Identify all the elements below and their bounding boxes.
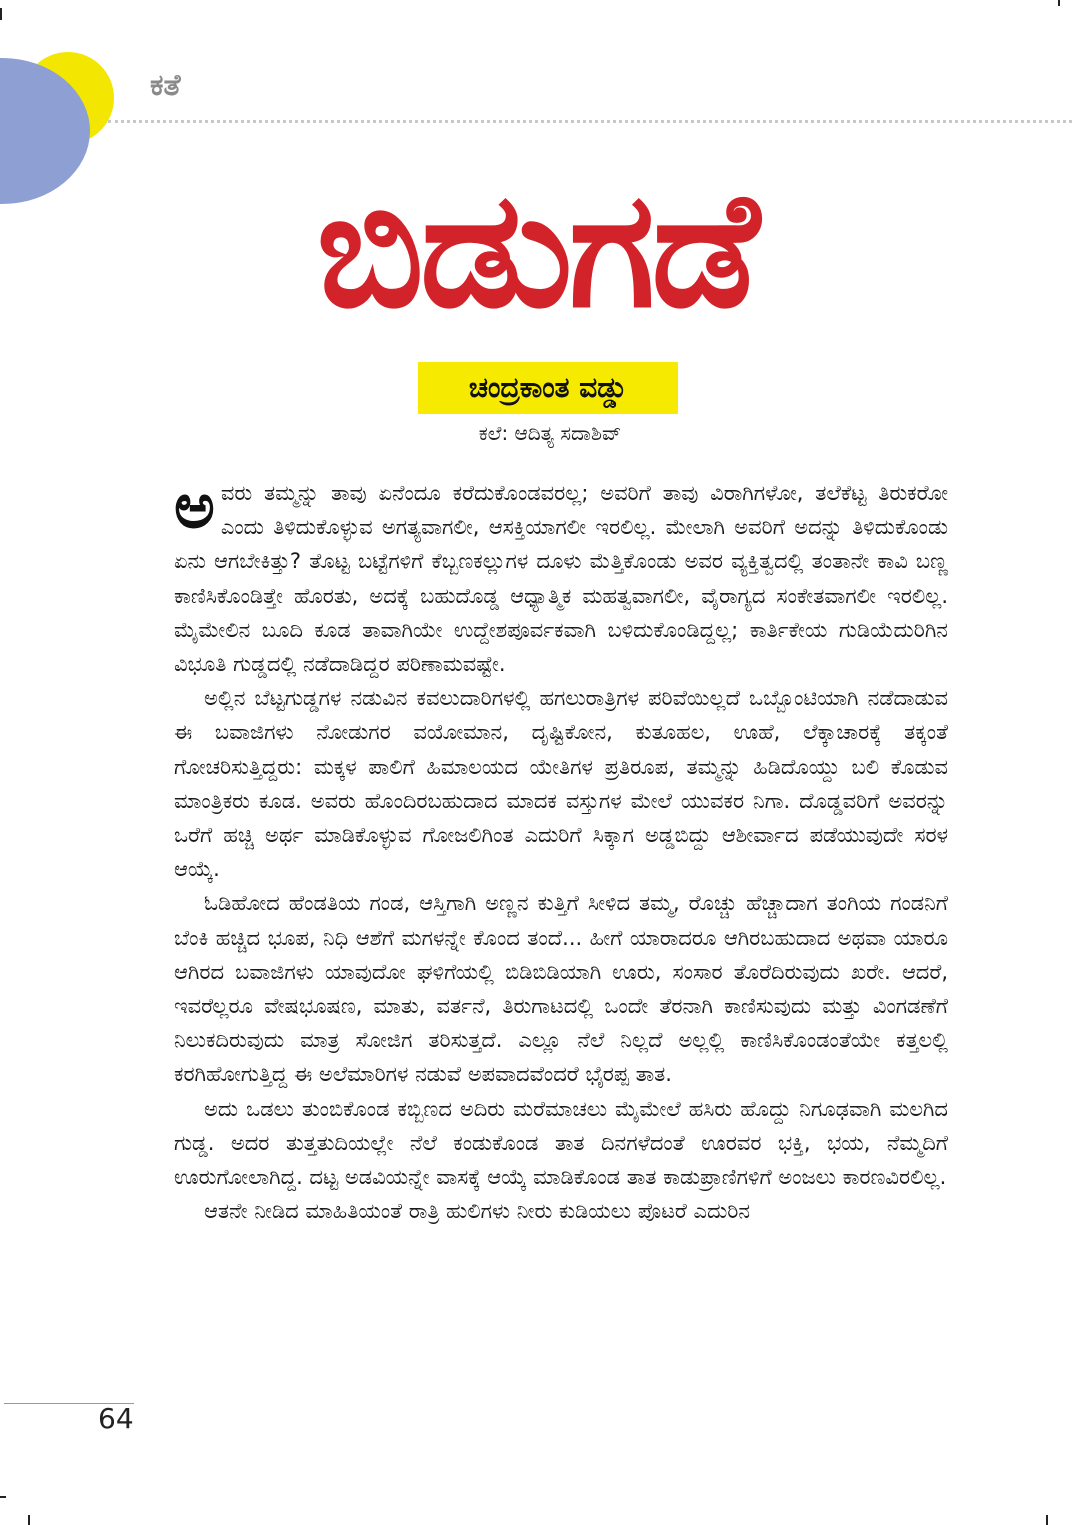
paragraph: ಓಡಿಹೋದ ಹೆಂಡತಿಯ ಗಂಡ, ಆಸ್ತಿಗಾಗಿ ಅಣ್ಣನ ಕುತ್ತಿಗೆ ಸೀಳಿದ ತಮ್ಮ, ರೊಚ್ಚು ಹೆಚ್ಚಾದಾಗ ತಂಗಿಯ ಗಂಡನಿಗೆ ಬೆಂಕಿ ಹಚ್ಚಿದ ಭೂಪ, ನಿಧಿ ಆಶೆಗೆ ಮಗಳನ್ನೇ ಕೊಂದ ತಂದೆ... ಹೀಗೆ ಯಾರಾದರೂ ಆಗಿರಬಹುದಾದ ಅಥವಾ ಯಾರೂ ಆಗಿರದ ಬವಾಜಿಗಳು ಯಾವುದೋ ಘಳಿಗೆಯಲ್ಲಿ ಬಿಡಿಬಿಡಿಯಾಗಿ ಊರು, ಸಂಸಾರ ತೊರೆದಿರುವುದು ಖರೇ. ಆದರೆ, ಇವರೆಲ್ಲರೂ ವೇಷಭೂಷಣ, ಮಾತು, ವರ್ತನೆ, ತಿರುಗಾಟದಲ್ಲಿ ಒಂದೇ ತೆರನಾಗಿ ಕಾಣಿಸುವುದು ಮತ್ತು ವಿಂಗಡಣೆಗೆ ನಿಲುಕದಿರುವುದು ಮಾತ್ರ ಸೋಜಿಗ ತರಿಸುತ್ತದೆ. ಎಲ್ಲೂ ನೆಲೆ ನಿಲ್ಲದೆ ಅಲ್ಲಲ್ಲಿ ಕಾಣಿಸಿಕೊಂಡಂತೆಯೇ ಕತ್ತಲಲ್ಲಿ ಕರಗಿಹೋಗುತ್ತಿದ್ದ ಈ ಅಲೆಮಾರಿಗಳ ನಡುವೆ ಅಪವಾದವೆಂದರೆ ಭೈರಪ್ಪ ತಾತ. bbox=[174, 891, 948, 1087]
author-box bbox=[418, 362, 678, 414]
paragraph: ಅದು ಒಡಲು ತುಂಬಿಕೊಂಡ ಕಬ್ಬಿಣದ ಅದಿರು ಮರೆಮಾಚಲು ಮೈಮೇಲೆ ಹಸಿರು ಹೊದ್ದು ನಿಗೂಢವಾಗಿ ಮಲಗಿದ ಗುಡ್ಡ. ಅದರ ತುತ್ತತುದಿಯಲ್ಲೇ ನೆಲೆ ಕಂಡುಕೊಂಡ ತಾತ ದಿನಗಳೆದಂತೆ ಊರವರ ಭಕ್ತಿ, ಭಯ, ನೆಮ್ಮದಿಗೆ ಊರುಗೋಲಾಗಿದ್ದ. ದಟ್ಟ ಅಡವಿಯನ್ನೇ ವಾಸಕ್ಕೆ ಆಯ್ಕೆ ಮಾಡಿಕೊಂಡ ತಾತ ಕಾಡುಪ್ರಾಣಿಗಳಿಗೆ ಅಂಜಲು ಕಾರಣವಿರಲಿಲ್ಲ. bbox=[174, 1096, 948, 1190]
crop-mark bbox=[1046, 1515, 1048, 1525]
paragraph: ಅಲ್ಲಿನ ಬೆಟ್ಟಗುಡ್ಡಗಳ ನಡುವಿನ ಕವಲುದಾರಿಗಳಲ್ಲಿ ಹಗಲುರಾತ್ರಿಗಳ ಪರಿವೆಯಿಲ್ಲದೆ ಒಬ್ಬೊಂಟಿಯಾಗಿ ನಡೆದಾಡುವ ಈ ಬವಾಜಿಗಳು ನೋಡುಗರ ವಯೋಮಾನ, ದೃಷ್ಟಿಕೋನ, ಕುತೂಹಲ, ಊಹೆ, ಲೆಕ್ಕಾಚಾರಕ್ಕೆ ತಕ್ಕಂತೆ ಗೋಚರಿಸುತ್ತಿದ್ದರು: ಮಕ್ಕಳ ಪಾಲಿಗೆ ಹಿಮಾಲಯದ ಯೇತಿಗಳ ಪ್ರತಿರೂಪ, ತಮ್ಮನ್ನು ಹಿಡಿದೊಯ್ದು ಬಲಿ ಕೊಡುವ ಮಾಂತ್ರಿಕರು ಕೂಡ. ಅವರು ಹೊಂದಿರಬಹುದಾದ ಮಾದಕ ವಸ್ತುಗಳ ಮೇಲೆ ಯುವಕರ ನಿಗಾ. ದೊಡ್ಡವರಿಗೆ ಅವರನ್ನು ಒರೆಗೆ ಹಚ್ಚಿ ಅರ್ಥ ಮಾಡಿಕೊಳ್ಳುವ ಗೋಜಲಿಗಿಂತ ಎದುರಿಗೆ ಸಿಕ್ಕಾಗ ಅಡ್ಡಬಿದ್ದು ಆಶೀರ್ವಾದ ಪಡೆಯುವುದೇ ಸರಳ ಆಯ್ಕೆ. bbox=[174, 686, 948, 882]
author-name: ಚಂದ್ರಕಾಂತ ವಡ್ಡು bbox=[468, 371, 628, 404]
paragraph-text: ವರು ತಮ್ಮನ್ನು ತಾವು ಏನೆಂದೂ ಕರೆದುಕೊಂಡವರಲ್ಲ; ಅವರಿಗೆ ತಾವು ವಿರಾಗಿಗಳೋ, ತಲೆಕೆಟ್ಟ ತಿರುಕರೋ ಎಂದು ತಿಳಿದುಕೊಳ್ಳುವ ಅಗತ್ಯವಾಗಲೀ, ಆಸಕ್ತಿಯಾಗಲೀ ಇರಲಿಲ್ಲ. ಮೇಲಾಗಿ ಅವರಿಗೆ ಅದನ್ನು ತಿಳಿದುಕೊಂಡು ಏನು ಆಗಬೇಕಿತ್ತು? ತೊಟ್ಟ ಬಟ್ಟೆಗಳಿಗೆ ಕೆಬ್ಬಣಕಲ್ಲುಗಳ ದೂಳು ಮೆತ್ತಿಕೊಂಡು ಅವರ ವ್ಯಕ್ತಿತ್ವದಲ್ಲಿ ತಂತಾನೇ ಕಾವಿ ಬಣ್ಣ ಕಾಣಿಸಿಕೊಂಡಿತ್ತೇ ಹೊರತು, ಅದಕ್ಕೆ ಬಹುದೊಡ್ಡ ಆಧ್ಯಾತ್ಮಿಕ ಮಹತ್ವವಾಗಲೀ, ವೈರಾಗ್ಯದ ಸಂಕೇತವಾಗಲೀ ಇರಲಿಲ್ಲ. ಮೈಮೇಲಿನ ಬೂದಿ ಕೂಡ ತಾವಾಗಿಯೇ ಉದ್ದೇಶಪೂರ್ವಕವಾಗಿ ಬಳಿದುಕೊಂಡಿದ್ದಲ್ಲ; ಕಾರ್ತಿಕೇಯ ಗುಡಿಯೆದುರಿಗಿನ ವಿಭೂತಿ ಗುಡ್ಡದಲ್ಲಿ ನಡೆದಾಡಿದ್ದರ ಪರಿಣಾಮವಷ್ಟೇ. bbox=[174, 481, 948, 677]
dotted-divider bbox=[108, 120, 1072, 123]
paragraph bbox=[174, 469, 948, 681]
article-body bbox=[174, 469, 948, 1228]
crop-mark bbox=[1058, 0, 1060, 6]
crop-mark bbox=[0, 1496, 6, 1498]
section-label: ಕತೆ bbox=[150, 68, 181, 103]
paragraph: ಆತನೇ ನೀಡಿದ ಮಾಹಿತಿಯಂತೆ ರಾತ್ರಿ ಹುಲಿಗಳು ನೀರು ಕುಡಿಯಲು ಪೊಟರೆ ಎದುರಿನ bbox=[204, 1199, 751, 1224]
illustrator-credit: ಕಲೆ: ಆದಿತ್ಯ ಸದಾಶಿವ್ bbox=[478, 421, 622, 445]
story-title: ಬಿಡುಗಡೆ bbox=[316, 156, 756, 343]
crop-mark bbox=[28, 1515, 30, 1525]
crop-mark bbox=[0, 8, 2, 20]
page-number: 64 bbox=[98, 1402, 134, 1435]
drop-cap: ಅ bbox=[174, 469, 215, 542]
